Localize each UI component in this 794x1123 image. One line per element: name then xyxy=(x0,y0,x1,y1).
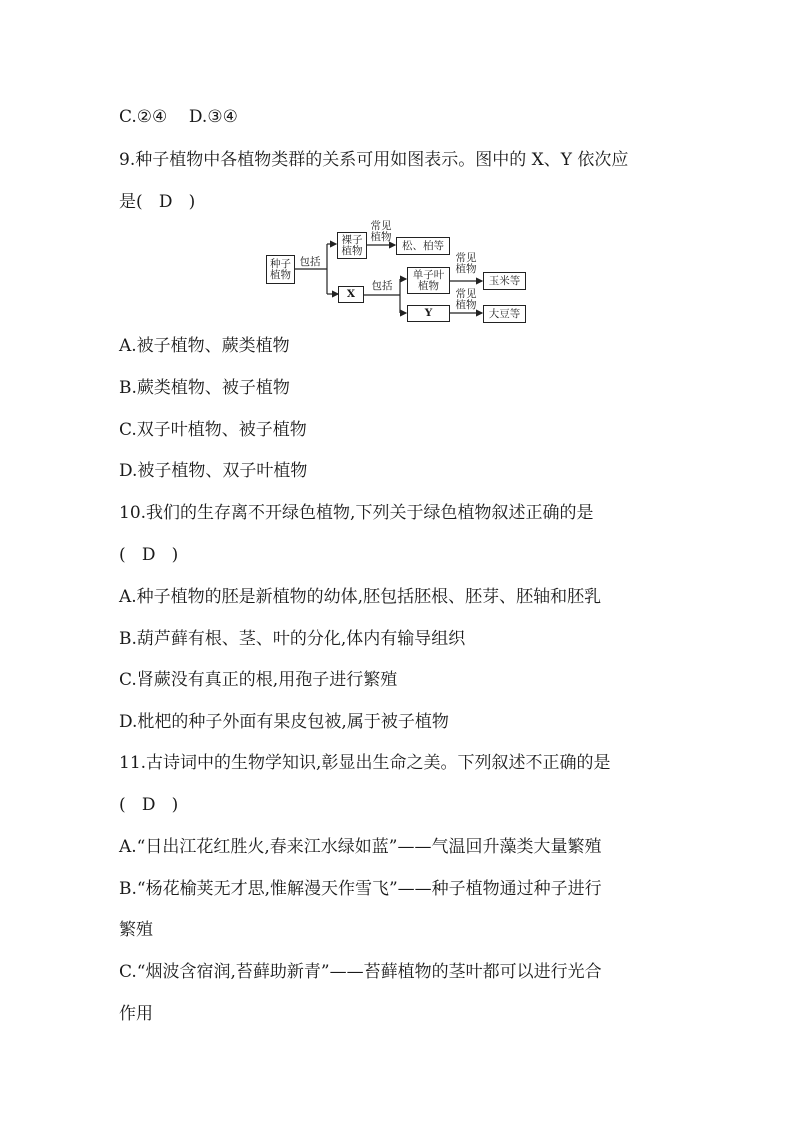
pine-cypress-box: 松、柏等 xyxy=(396,237,450,255)
common-label-2: 常见 植物 xyxy=(455,252,477,275)
q9-option-c: C.双子叶植物、被子植物 xyxy=(119,420,307,440)
q11-answer: ( D ) xyxy=(119,795,179,815)
q9-option-b: B.蕨类植物、被子植物 xyxy=(119,378,290,398)
q9-stem: 9.种子植物中各植物类群的关系可用如图表示。图中的 X、Y 依次应 xyxy=(119,150,629,170)
q11-option-c: C.“烟波含宿润,苔藓助新青”——苔藓植物的茎叶都可以进行光合 xyxy=(119,962,602,982)
q10-answer: ( D ) xyxy=(119,545,179,565)
monocot-box: 单子叶 植物 xyxy=(407,267,450,294)
q9-answer: 是( D ) xyxy=(119,192,196,212)
q11-option-b-cont: 繁殖 xyxy=(119,920,153,940)
include-label-2: 包括 xyxy=(371,280,393,292)
q11-option-b: B.“杨花榆荚无才思,惟解漫天作雪飞”——种子植物通过种子进行 xyxy=(119,879,602,899)
q10-option-d: D.枇杷的种子外面有果皮包被,属于被子植物 xyxy=(119,712,449,732)
q10-option-c: C.肾蕨没有真正的根,用孢子进行繁殖 xyxy=(119,670,398,690)
q10-option-a: A.种子植物的胚是新植物的幼体,胚包括胚根、胚芽、胚轴和胚乳 xyxy=(119,587,602,607)
gymnosperm-box: 裸子 植物 xyxy=(337,232,367,259)
q11-option-a: A.“日出江花红胜火,春来江水绿如蓝”——气温回升藻类大量繁殖 xyxy=(119,837,602,857)
q8-options-cd: C.②④ D.③④ xyxy=(119,107,238,127)
include-label-1: 包括 xyxy=(299,256,321,268)
q10-stem: 10.我们的生存离不开绿色植物,下列关于绿色植物叙述正确的是 xyxy=(119,503,594,523)
q10-option-b: B.葫芦藓有根、茎、叶的分化,体内有输导组织 xyxy=(119,629,466,649)
q11-stem: 11.古诗词中的生物学知识,彰显出生命之美。下列叙述不正确的是 xyxy=(119,753,611,773)
q9-option-d: D.被子植物、双子叶植物 xyxy=(119,461,308,481)
corn-box: 玉米等 xyxy=(483,272,526,290)
common-label-1: 常见 植物 xyxy=(370,220,392,243)
seed-plant-diagram xyxy=(264,219,534,327)
common-label-3: 常见 植物 xyxy=(455,288,477,311)
y-box: Y xyxy=(407,305,450,322)
seed-plant-box: 种子 植物 xyxy=(266,255,295,284)
q9-option-a: A.被子植物、蕨类植物 xyxy=(119,336,290,356)
x-box: X xyxy=(338,286,364,303)
q11-option-c-cont: 作用 xyxy=(119,1004,153,1024)
soybean-box: 大豆等 xyxy=(483,305,526,323)
